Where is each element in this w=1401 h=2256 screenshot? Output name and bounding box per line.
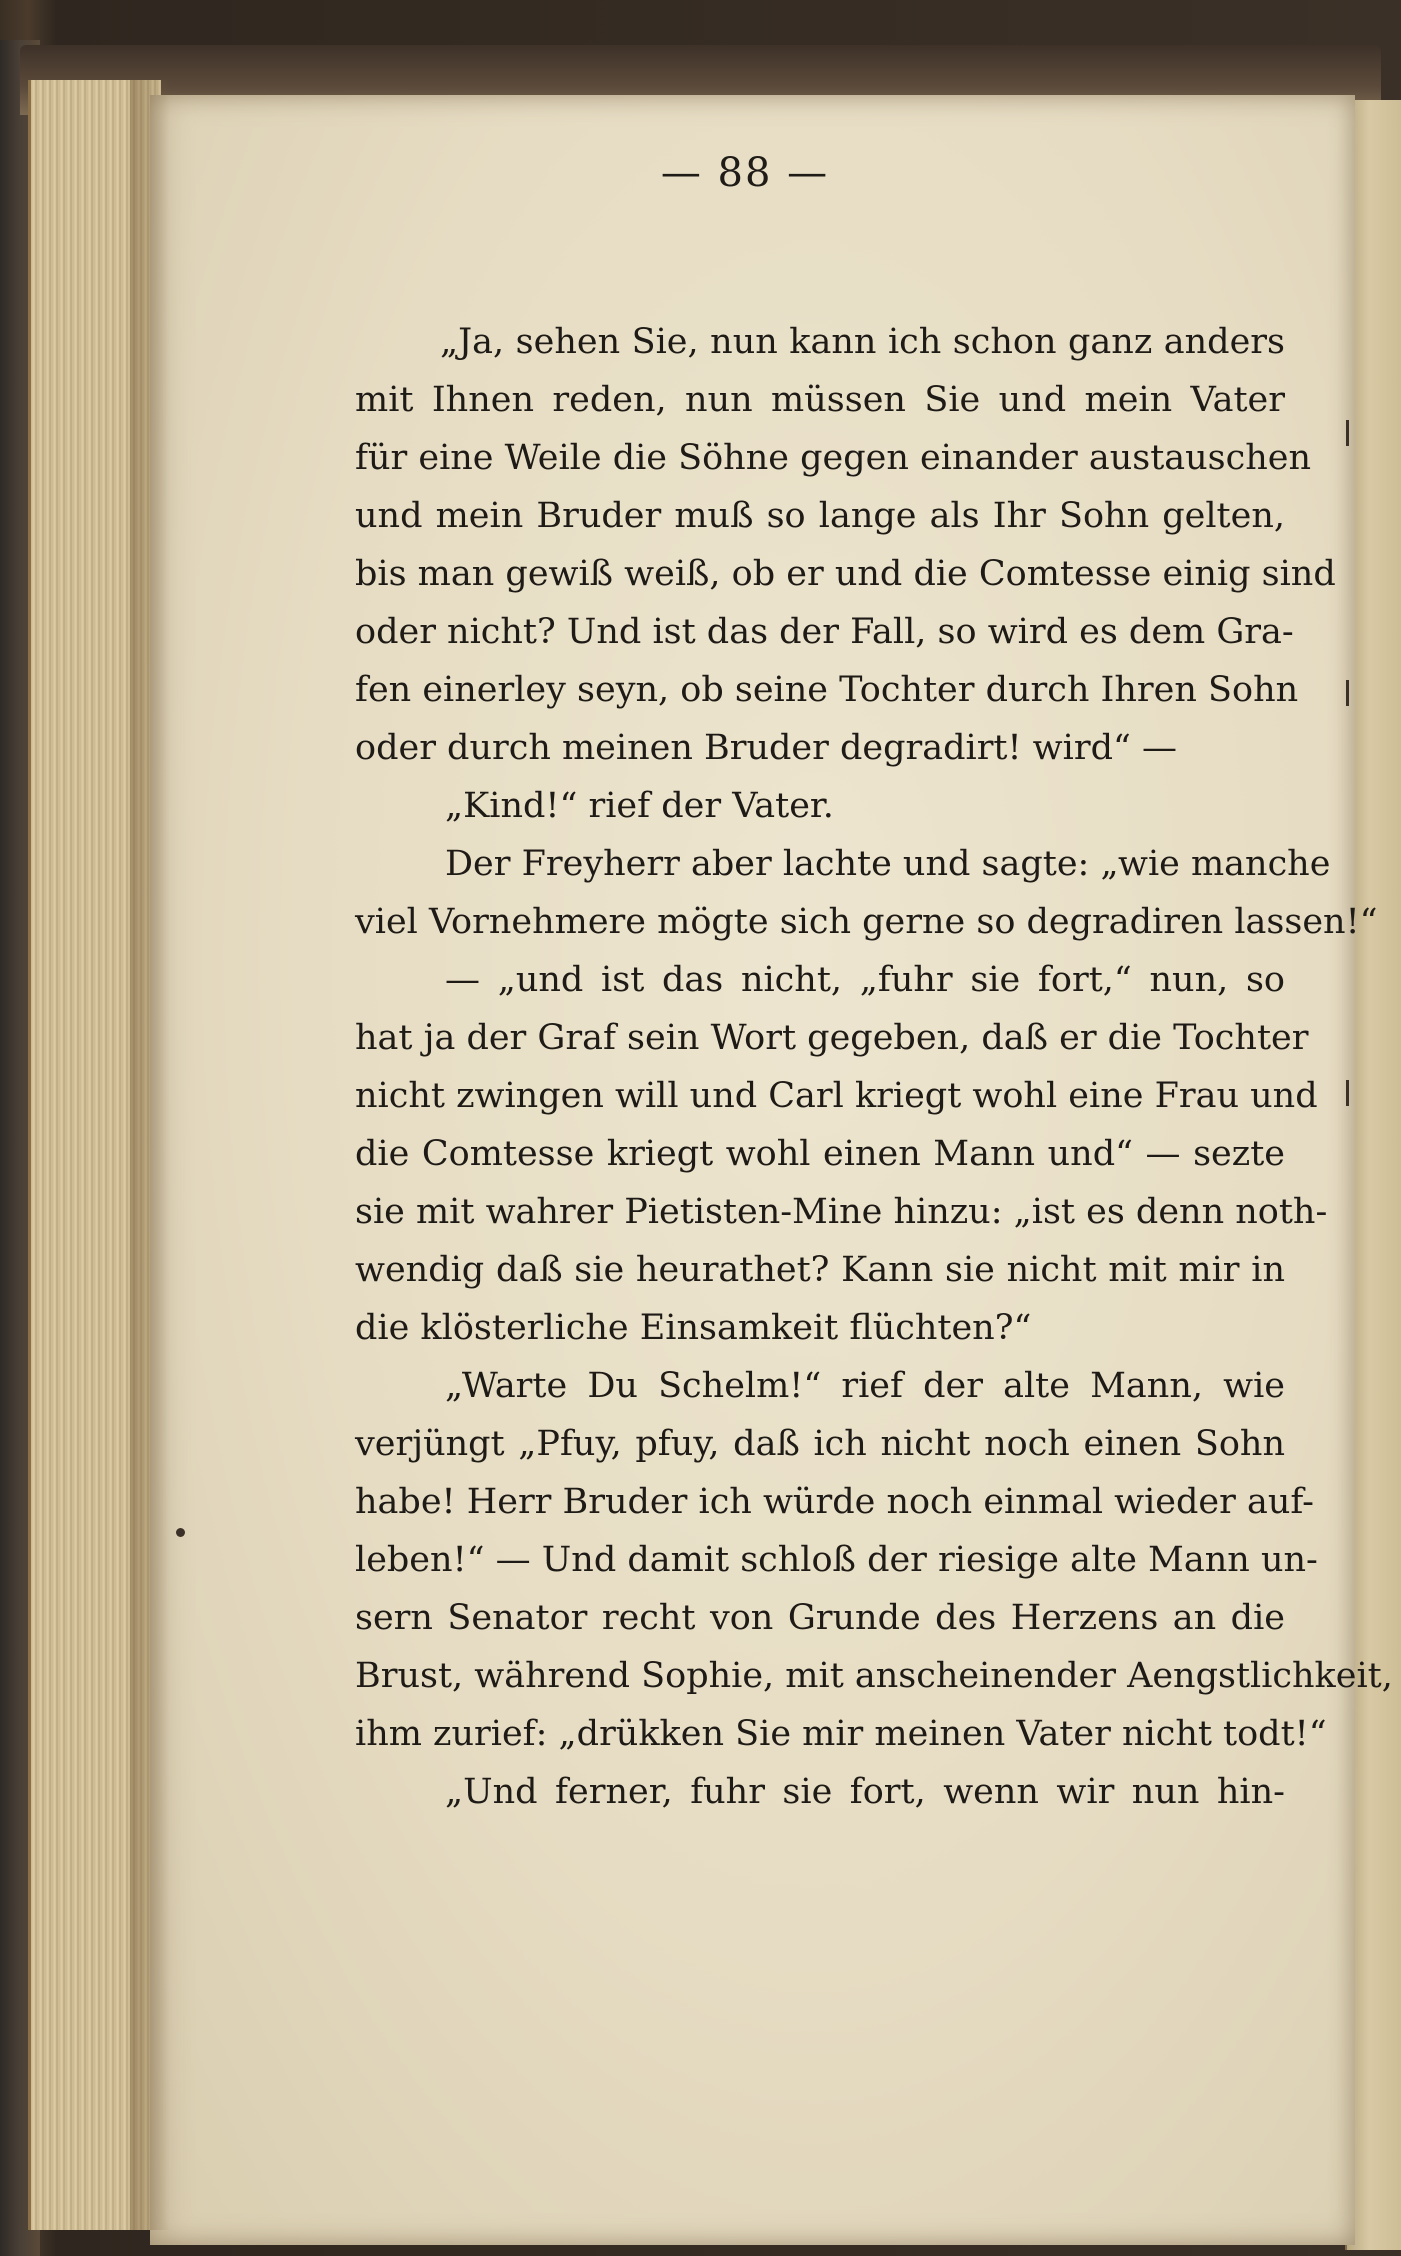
text-line: für eine Weile die Söhne gegen einander austauschen (355, 438, 1312, 478)
text-line: die klösterliche Einsamkeit flüchten?“ (355, 1308, 1032, 1348)
text-line: sie mit wahrer Pietisten-Mine hinzu: „ist es denn noth- (355, 1192, 1328, 1232)
text-line: „Kind!“ rief der Vater. (445, 786, 834, 826)
text-line: Brust, während Sophie, mit anscheinender Aengstlichkeit, (355, 1656, 1393, 1696)
text-line: viel Vornehmere mögte sich gerne so degradiren lassen!“ (355, 902, 1378, 942)
text-line: leben!“ — Und damit schloß der riesige alte Mann un- (355, 1540, 1318, 1580)
text-line: bis man gewiß weiß, ob er und die Comtesse einig sind (355, 554, 1336, 594)
text-line: oder nicht? Und ist das der Fall, so wird es dem Gra- (355, 612, 1294, 652)
text-line: hat ja der Graf sein Wort gegeben, daß er die Tochter (355, 1018, 1309, 1058)
text-line: „Ja, sehen Sie, nun kann ich schon ganz anders (440, 322, 1285, 362)
text-line: ihm zurief: „drükken Sie mir meinen Vater nicht todt!“ (355, 1714, 1327, 1754)
text-line: nicht zwingen will und Carl kriegt wohl eine Frau und (355, 1076, 1318, 1116)
text-line: und mein Bruder muß so lange als Ihr Sohn gelten, (355, 496, 1285, 536)
text-line: mit Ihnen reden, nun müssen Sie und mein Vater (355, 380, 1285, 420)
text-line: „Und ferner, fuhr sie fort, wenn wir nun hin- (445, 1772, 1285, 1812)
text-line: — „und ist das nicht, „fuhr sie fort,“ nun, so (445, 960, 1285, 1000)
text-line: „Warte Du Schelm!“ rief der alte Mann, wie (445, 1366, 1285, 1406)
page-number: — 88 — (660, 150, 830, 196)
text-line: wendig daß sie heurathet? Kann sie nicht mit mir in (355, 1250, 1285, 1290)
text-line: Der Freyherr aber lachte und sagte: „wie manche (445, 844, 1331, 884)
text-line: fen einerley seyn, ob seine Tochter durch Ihren Sohn (355, 670, 1299, 710)
text-line: oder durch meinen Bruder degradirt! wird“ — (355, 728, 1177, 768)
text-line: habe! Herr Bruder ich würde noch einmal wieder auf- (355, 1482, 1314, 1522)
text-line: verjüngt „Pfuy, pfuy, daß ich nicht noch einen Sohn (355, 1424, 1285, 1464)
text-line: sern Senator recht von Grunde des Herzens an die (355, 1598, 1285, 1638)
text-line: die Comtesse kriegt wohl einen Mann und“ — sezte (355, 1134, 1285, 1174)
